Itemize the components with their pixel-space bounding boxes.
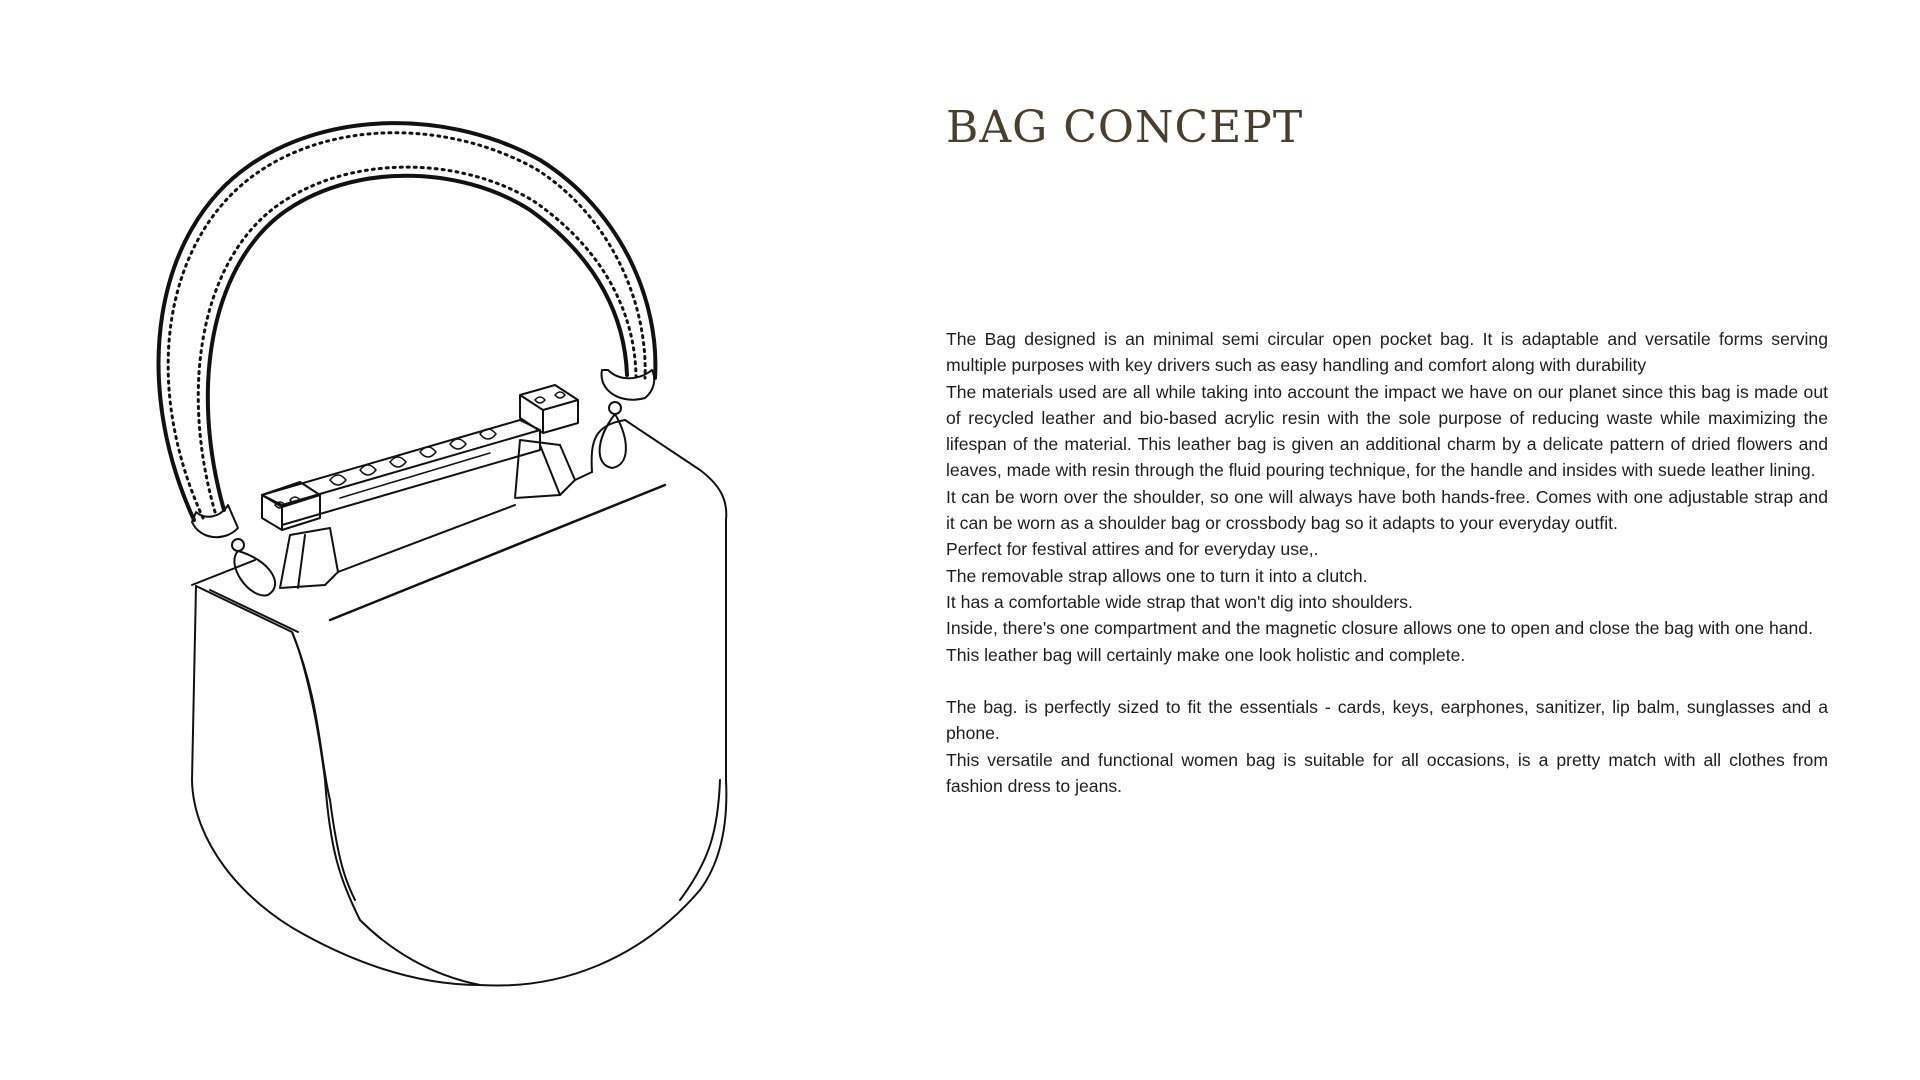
clasp-right-foot bbox=[515, 440, 575, 498]
bag-gusset-inner bbox=[210, 590, 298, 632]
description-paragraph: It has a comfortable wide strap that won't dig into shoulders. bbox=[946, 591, 1413, 612]
description-paragraph: Inside, there's one compartment and the magnetic closure allows one to open and close the bag with one hand. bbox=[946, 618, 1813, 639]
handle-beading-outer bbox=[168, 133, 645, 518]
description-paragraph: This versatile and functional women bag is suitable for all occasions, is a pretty match with all clothes from fashion dress to jeans. bbox=[946, 749, 1828, 797]
description-paragraph: Perfect for festival attires and for everyday use,. bbox=[946, 539, 1319, 560]
clasp-left-foot bbox=[280, 528, 338, 588]
left-charm-ring bbox=[232, 539, 244, 551]
paragraph-spacer bbox=[946, 668, 1828, 694]
bag-front-panel bbox=[292, 520, 726, 986]
bag-top-right-edge bbox=[592, 420, 727, 520]
handle-inner-arc bbox=[208, 176, 627, 510]
bag-top-edge bbox=[192, 472, 592, 585]
left-charm-drop bbox=[234, 551, 275, 595]
page-title: BAG CONCEPT bbox=[946, 102, 1304, 153]
description-paragraph: The bag. is perfectly sized to fit the essentials - cards, keys, earphones, sanitizer, lip balm, sunglasses and a phone. bbox=[946, 697, 1828, 744]
description-paragraph: The materials used are all while taking into account the impact we have on our planet since this bag is made out of recycled leather and bio-based acrylic resin with the sole purpose of reducing waste while maximizing the lifespan of the material. This leather bag is given an additional charm by a delicate pattern of dried flowers and leaves, made with resin through the fluid pouring technique, for the handle and insides with suede leather lining. bbox=[946, 381, 1828, 481]
right-charm-drop bbox=[600, 414, 626, 468]
clasp-right-block bbox=[520, 385, 578, 433]
handle-outer-arc bbox=[159, 123, 656, 520]
description-paragraph: The removable strap allows one to turn it into a clutch. bbox=[946, 565, 1368, 586]
right-charm-ring bbox=[609, 402, 621, 414]
concept-description bbox=[946, 326, 1828, 799]
handle-beading-inner bbox=[198, 167, 636, 512]
bag-illustration bbox=[140, 100, 780, 1000]
bag-back-edge bbox=[680, 780, 720, 900]
bag-front-gusset bbox=[196, 586, 355, 900]
clasp-bar bbox=[262, 420, 540, 525]
description-paragraph: This leather bag will certainly make one look holistic and complete. bbox=[946, 644, 1466, 665]
bag-left-side bbox=[192, 586, 480, 985]
description-paragraph: The Bag designed is an minimal semi circular open pocket bag. It is adaptable and versatile forms serving multiple purposes with key drivers such as easy handling and comfort along with durability bbox=[946, 329, 1828, 376]
description-paragraph: It can be worn over the shoulder, so one will always have both hands-free. Comes with one adjustable strap and it can be worn as a shoulder bag or crossbody bag so it adapts to your everyday outfit. bbox=[946, 486, 1828, 534]
bag-opening-line bbox=[330, 485, 665, 620]
